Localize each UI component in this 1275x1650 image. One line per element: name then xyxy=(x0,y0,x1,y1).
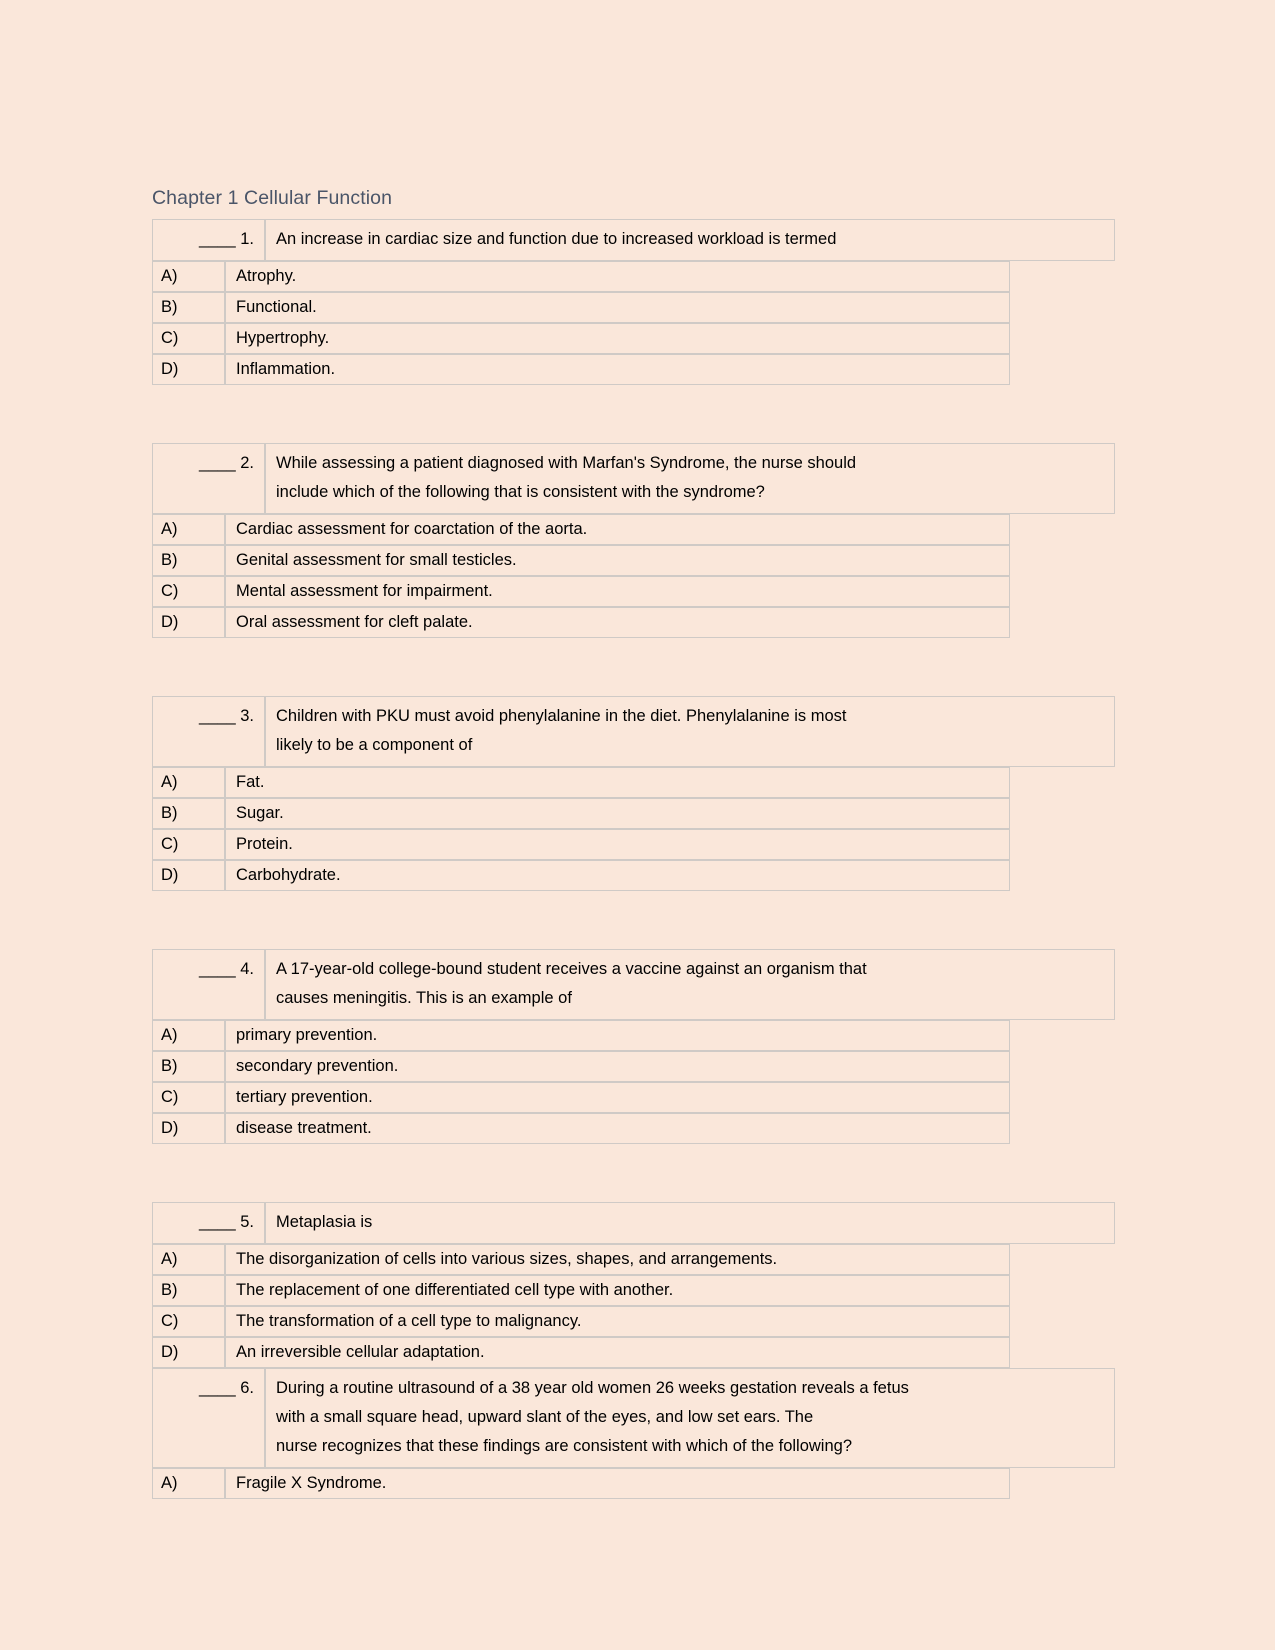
question-row-table xyxy=(152,696,1115,767)
question-number-cell: ____ 4. xyxy=(152,949,265,1020)
question-text-cell xyxy=(265,1202,1115,1244)
question-text-cell xyxy=(265,443,1115,514)
answer-row[interactable] xyxy=(152,545,1010,576)
answer-row[interactable] xyxy=(152,1468,1010,1499)
answer-letter-cell: B) xyxy=(152,798,225,829)
question-text-cell xyxy=(265,696,1115,767)
question-row-table xyxy=(152,949,1115,1020)
question-text-line: with a small square head, upward slant of the eyes, and low set ears. The xyxy=(276,1408,814,1426)
question-text-cell xyxy=(265,219,1115,261)
answer-row[interactable] xyxy=(152,1051,1010,1082)
answer-letter-cell: D) xyxy=(152,354,225,385)
question-text-line: An increase in cardiac size and function due to increased workload is termed xyxy=(276,230,837,248)
answer-letter-cell: C) xyxy=(152,829,225,860)
answer-rows-table xyxy=(152,514,1010,638)
answer-letter-cell: C) xyxy=(152,323,225,354)
question-row-table xyxy=(152,1202,1115,1244)
question-text-line: include which of the following that is consistent with the syndrome? xyxy=(276,483,765,501)
answer-text-cell: The disorganization of cells into various sizes, shapes, and arrangements. xyxy=(225,1244,1010,1275)
question-text-line: causes meningitis. This is an example of xyxy=(276,989,572,1007)
answer-row[interactable] xyxy=(152,860,1010,891)
answer-letter-cell: D) xyxy=(152,860,225,891)
answer-text-cell: Genital assessment for small testicles. xyxy=(225,545,1010,576)
answer-row[interactable] xyxy=(152,323,1010,354)
answer-row[interactable] xyxy=(152,607,1010,638)
question-row xyxy=(152,1368,1115,1468)
answer-text-cell: Atrophy. xyxy=(225,261,1010,292)
question-text-cell xyxy=(265,949,1115,1020)
question-row xyxy=(152,949,1115,1020)
answer-rows-table xyxy=(152,1020,1010,1144)
answer-row[interactable] xyxy=(152,1337,1010,1368)
answer-text-cell: Hypertrophy. xyxy=(225,323,1010,354)
answer-row[interactable] xyxy=(152,1082,1010,1113)
answer-letter-cell: A) xyxy=(152,767,225,798)
answer-letter-cell: D) xyxy=(152,607,225,638)
answer-letter-cell: A) xyxy=(152,514,225,545)
answer-letter-cell: D) xyxy=(152,1113,225,1144)
answer-row[interactable] xyxy=(152,798,1010,829)
question-row xyxy=(152,1202,1115,1244)
answer-text-cell: Oral assessment for cleft palate. xyxy=(225,607,1010,638)
question-text-line: While assessing a patient diagnosed with Marfan's Syndrome, the nurse should xyxy=(276,454,857,472)
answer-letter-cell: C) xyxy=(152,576,225,607)
answer-row[interactable] xyxy=(152,261,1010,292)
answer-text-cell: disease treatment. xyxy=(225,1113,1010,1144)
answer-text-cell: Protein. xyxy=(225,829,1010,860)
answer-letter-cell: B) xyxy=(152,292,225,323)
answer-row[interactable] xyxy=(152,514,1010,545)
question-text-line: likely to be a component of xyxy=(276,736,473,754)
answer-row[interactable] xyxy=(152,1275,1010,1306)
answer-text-cell: tertiary prevention. xyxy=(225,1082,1010,1113)
question-row-table xyxy=(152,1368,1115,1468)
question-row-table xyxy=(152,443,1115,514)
answer-letter-cell: C) xyxy=(152,1082,225,1113)
answer-text-cell: Carbohydrate. xyxy=(225,860,1010,891)
answer-letter-cell: C) xyxy=(152,1306,225,1337)
question-number-cell: ____ 1. xyxy=(152,219,265,261)
answer-row[interactable] xyxy=(152,767,1010,798)
answer-row[interactable] xyxy=(152,1244,1010,1275)
answer-row[interactable] xyxy=(152,576,1010,607)
answer-text-cell: The transformation of a cell type to malignancy. xyxy=(225,1306,1010,1337)
answer-row[interactable] xyxy=(152,1306,1010,1337)
question-text-line: During a routine ultrasound of a 38 year old women 26 weeks gestation reveals a fetus xyxy=(276,1379,909,1397)
question-number-cell: ____ 2. xyxy=(152,443,265,514)
question-number-cell: ____ 6. xyxy=(152,1368,265,1468)
answer-rows-table xyxy=(152,767,1010,891)
block-spacer xyxy=(152,385,1117,443)
answer-text-cell: primary prevention. xyxy=(225,1020,1010,1051)
answer-letter-cell: A) xyxy=(152,1244,225,1275)
answer-text-cell: Functional. xyxy=(225,292,1010,323)
answer-letter-cell: B) xyxy=(152,1051,225,1082)
answer-text-cell: Fragile X Syndrome. xyxy=(225,1468,1010,1499)
answer-row[interactable] xyxy=(152,829,1010,860)
block-spacer xyxy=(152,638,1117,696)
answer-rows-table xyxy=(152,1244,1010,1368)
answer-letter-cell: A) xyxy=(152,1020,225,1051)
question-text-cell xyxy=(265,1368,1115,1468)
answer-text-cell: Inflammation. xyxy=(225,354,1010,385)
question-number-cell: ____ 3. xyxy=(152,696,265,767)
answer-letter-cell: B) xyxy=(152,1275,225,1306)
answer-letter-cell: A) xyxy=(152,1468,225,1499)
question-list xyxy=(152,219,1117,1499)
answer-row[interactable] xyxy=(152,354,1010,385)
answer-row[interactable] xyxy=(152,292,1010,323)
answer-rows-table xyxy=(152,261,1010,385)
answer-text-cell: secondary prevention. xyxy=(225,1051,1010,1082)
answer-letter-cell: B) xyxy=(152,545,225,576)
question-text-line: nurse recognizes that these findings are consistent with which of the following? xyxy=(276,1437,852,1455)
question-number-cell: ____ 5. xyxy=(152,1202,265,1244)
answer-letter-cell: A) xyxy=(152,261,225,292)
answer-text-cell: An irreversible cellular adaptation. xyxy=(225,1337,1010,1368)
question-text-line: A 17-year-old college-bound student receives a vaccine against an organism that xyxy=(276,960,867,978)
question-row xyxy=(152,443,1115,514)
answer-row[interactable] xyxy=(152,1020,1010,1051)
page-title: Chapter 1 Cellular Function xyxy=(152,187,393,209)
answer-text-cell: Fat. xyxy=(225,767,1010,798)
answer-row[interactable] xyxy=(152,1113,1010,1144)
answer-rows-table xyxy=(152,1468,1010,1499)
question-text-line: Metaplasia is xyxy=(276,1213,373,1231)
question-text-line: Children with PKU must avoid phenylalanine in the diet. Phenylalanine is most xyxy=(276,707,847,725)
block-spacer xyxy=(152,891,1117,949)
answer-letter-cell: D) xyxy=(152,1337,225,1368)
question-row xyxy=(152,219,1115,261)
answer-text-cell: Cardiac assessment for coarctation of the aorta. xyxy=(225,514,1010,545)
block-spacer xyxy=(152,1144,1117,1202)
answer-text-cell: The replacement of one differentiated cell type with another. xyxy=(225,1275,1010,1306)
answer-text-cell: Sugar. xyxy=(225,798,1010,829)
question-row-table xyxy=(152,219,1115,261)
question-row xyxy=(152,696,1115,767)
document-content xyxy=(152,185,1117,1499)
answer-text-cell: Mental assessment for impairment. xyxy=(225,576,1010,607)
